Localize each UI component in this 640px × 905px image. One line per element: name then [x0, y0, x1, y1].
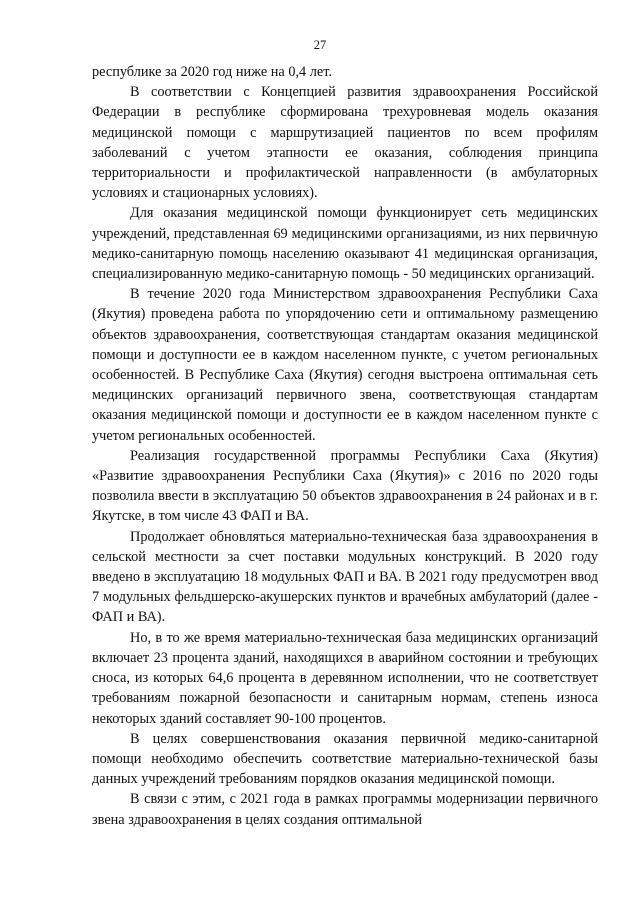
paragraph-2: В соответствии с Концепцией развития здравоохранения Российской Федерации в республике сформирована трехуровневая модель оказания медицинской помощи с маршрутизацией пациентов по всем профилям заболеваний с учетом этапности ее оказания, соблюдения принципа территориальности и профилактической направленности (в амбулаторных условиях и стационарных условиях).	[92, 84, 598, 202]
paragraph-9: В связи с этим, с 2021 года в рамках программы модернизации первичного звена здравоохранения в целях создания оптимальной	[92, 791, 598, 828]
paragraph-7: Но, в то же время материально-техническая база медицинских организаций включает 23 процента зданий, находящихся в аварийном состоянии и требующих сноса, из которых 64,6 процента в деревянном исполнении, что не соответствует требованиям пожарной безопасности и санитарным нормам, степень износа некоторых зданий составляет 90-100 процентов.	[92, 629, 598, 727]
paragraph-3: Для оказания медицинской помощи функционирует сеть медицинских учреждений, представленная 69 медицинскими организациями, из них первичную медико-санитарную помощь населению оказывают 41 медицинская организация, специализированную медико-санитарную помощь - 50 медицинских организаций.	[92, 205, 598, 283]
page-number: 27	[313, 38, 327, 52]
paragraph-1: республике за 2020 год ниже на 0,4 лет.	[92, 64, 333, 80]
paragraph-5: Реализация государственной программы Республики Саха (Якутия) «Развитие здравоохранения Республики Саха (Якутия)» с 2016 по 2020 годы позволила ввести в эксплуатацию 50 объектов здравоохранения в 24 районах и в г. Якутске, в том числе 43 ФАП и ВА.	[92, 447, 598, 525]
paragraph-4: В течение 2020 года Министерством здравоохранения Республики Саха (Якутия) проведена работа по упорядочению сети и оптимальному размещению объектов здравоохранения, соответствующая стандартам оказания медицинской помощи и доступности ее в каждом населенном пункте, с учетом региональных особенностей. В Республике Саха (Якутия) сегодня выстроена оптимальная сеть медицинских организаций первичного звена, соответствующая стандартам оказания медицинской помощи и доступности ее в каждом населенном пункте с учетом региональных особенностей.	[92, 286, 598, 444]
body-text	[92, 62, 598, 830]
paragraph-8: В целях совершенствования оказания первичной медико-санитарной помощи необходимо обеспечить соответствие материально-технической базы данных учреждений требованиям порядков оказания медицинской помощи.	[92, 730, 598, 788]
paragraph-6: Продолжает обновляться материально-техническая база здравоохранения в сельской местности за счет поставки модульных конструкций. В 2020 году введено в эксплуатацию 18 модульных ФАП и ВА. В 2021 году предусмотрен ввод 7 модульных фельдшерско-акушерских пунктов и врачебных амбулаторий (далее - ФАП и ВА).	[92, 528, 598, 626]
